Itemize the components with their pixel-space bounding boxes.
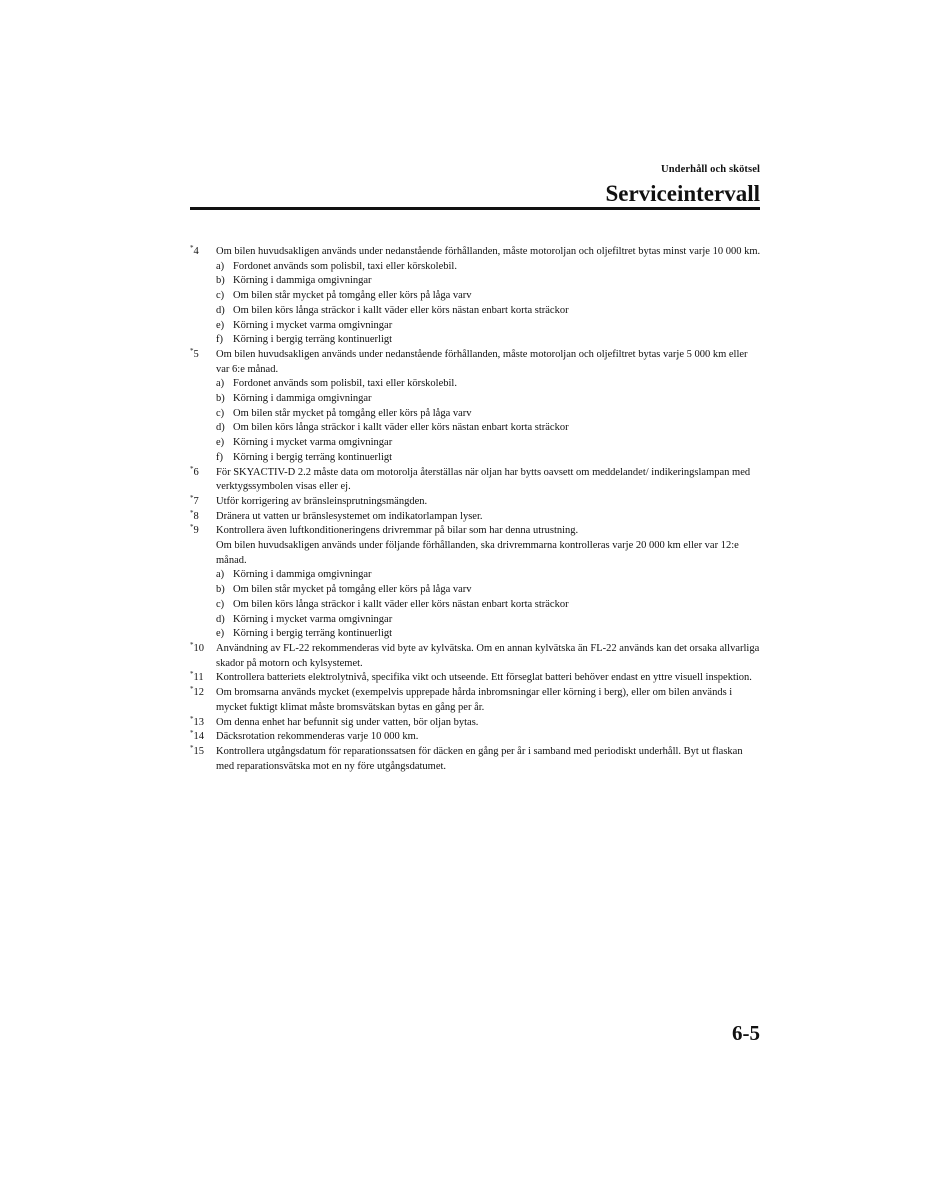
condition-text: Om bilen körs långa sträckor i kallt väder eller körs nästan enbart korta sträckor <box>233 598 569 610</box>
footnote-body <box>216 510 762 525</box>
footnote-number: 12 <box>193 687 204 699</box>
condition-letter: e) <box>216 319 225 331</box>
footnote-body <box>216 686 762 715</box>
footnote-item <box>190 510 762 525</box>
footnote-text: Däcksrotation rekommenderas varje 10 000 km. <box>216 731 419 743</box>
footnote-body <box>216 745 762 774</box>
footnote-body <box>216 348 762 466</box>
footnote-marker: *7 <box>190 493 199 507</box>
condition-item <box>216 274 762 289</box>
footnote-item <box>190 642 762 671</box>
condition-text: Körning i mycket varma omgivningar <box>233 319 393 331</box>
footnote-text: Kontrollera batteriets elektrolytnivå, specifika vikt och utseende. Ett förseglat batteri behöver endast en yttre visuell inspektion. <box>216 672 752 684</box>
condition-item <box>216 407 762 422</box>
footnote-body <box>216 495 762 510</box>
footnote-number: 14 <box>193 731 204 743</box>
footnote-text: För SKYACTIV-D 2.2 måste data om motorolja återställas när oljan har bytts oavsett om meddelandet/ indikeringslampan med verktygssymbolen visas eller ej. <box>216 466 751 493</box>
footnote-item <box>190 466 762 495</box>
footnote-item <box>190 348 762 466</box>
footnote-number: 15 <box>193 745 204 757</box>
condition-text: Körning i bergig terräng kontinuerligt <box>233 628 393 640</box>
header-divider <box>190 207 760 210</box>
condition-letter: e) <box>216 437 225 449</box>
footnote-marker: *11 <box>190 670 204 684</box>
condition-item <box>216 392 762 407</box>
footnote-marker: *9 <box>190 523 199 537</box>
condition-item <box>216 451 762 466</box>
footnote-number: 6 <box>193 466 199 478</box>
condition-letter: c) <box>216 290 225 302</box>
condition-letter: a) <box>216 378 225 390</box>
condition-text: Körning i dammiga omgivningar <box>233 275 372 287</box>
footnote-item <box>190 716 762 731</box>
condition-text: Körning i dammiga omgivningar <box>233 393 372 405</box>
footnote-item <box>190 686 762 715</box>
footnote-marker: *12 <box>190 685 204 699</box>
footnote-body <box>216 716 762 731</box>
footnote-number: 5 <box>193 348 199 360</box>
condition-item <box>216 568 762 583</box>
footnote-number: 8 <box>193 510 199 522</box>
footnote-text: Dränera ut vatten ur bränslesystemet om indikatorlampan lyser. <box>216 510 483 522</box>
condition-letter: d) <box>216 304 225 316</box>
condition-letter: f) <box>216 334 223 346</box>
section-label: Underhåll och skötsel <box>661 164 760 175</box>
condition-letter: a) <box>216 569 225 581</box>
footnote-text: Utför korrigering av bränsleinsprutningsmängden. <box>216 495 428 507</box>
condition-item <box>216 627 762 642</box>
condition-item <box>216 421 762 436</box>
footnote-text: Kontrollera utgångsdatum för reparationssatsen för däcken en gång per år i samband med periodiskt underhåll. Byt ut flaskan med reparationsvätska mot en ny före utgångsdatumet. <box>216 745 743 772</box>
condition-item <box>216 377 762 392</box>
footnote-item <box>190 524 762 642</box>
footnote-item <box>190 730 762 745</box>
condition-text: Om bilen körs långa sträckor i kallt väder eller körs nästan enbart korta sträckor <box>233 422 569 434</box>
condition-item <box>216 613 762 628</box>
footnote-item <box>190 495 762 510</box>
condition-letter: c) <box>216 407 225 419</box>
condition-text: Körning i mycket varma omgivningar <box>233 613 393 625</box>
condition-letter: b) <box>216 275 225 287</box>
footnote-body <box>216 466 762 495</box>
condition-text: Körning i mycket varma omgivningar <box>233 437 393 449</box>
condition-item <box>216 333 762 348</box>
footnote-text: Om bromsarna används mycket (exempelvis upprepade hårda inbromsningar eller körning i berg), eller om bilen används i mycket fuktigt klimat måste bromsvätskan bytas en gång per år. <box>216 687 733 713</box>
condition-text: Om bilen står mycket på tomgång eller körs på låga varv <box>233 290 472 302</box>
footnote-marker: *13 <box>190 714 204 728</box>
footnote-number: 4 <box>193 246 199 257</box>
footnote-body <box>216 245 762 348</box>
page-title: Serviceintervall <box>605 181 760 206</box>
page-number: 6-5 <box>732 1021 760 1045</box>
footnote-text: Om bilen huvudsakligen används under nedanstående förhållanden, måste motoroljan och oljefiltret bytas varje 5 000 km eller var 6:e månad. <box>216 348 748 375</box>
footnote-marker: *8 <box>190 508 199 522</box>
condition-item <box>216 289 762 304</box>
condition-letter: e) <box>216 628 225 640</box>
condition-text: Om bilen står mycket på tomgång eller körs på låga varv <box>233 407 472 419</box>
condition-letter: b) <box>216 393 225 405</box>
condition-item <box>216 260 762 275</box>
footnote-marker: *6 <box>190 464 199 478</box>
footnote-number: 9 <box>193 525 199 537</box>
footnote-marker: *4 <box>190 244 199 257</box>
footnote-text: Om denna enhet har befunnit sig under vatten, bör oljan bytas. <box>216 716 479 728</box>
page-header <box>190 163 760 208</box>
footnote-list <box>190 245 762 774</box>
condition-item <box>216 583 762 598</box>
footnote-text: Kontrollera även luftkonditioneringens drivremmar på bilar som har denna utrustning. <box>216 525 579 537</box>
footnote-body <box>216 671 762 686</box>
footnote-body <box>216 730 762 745</box>
footnote-marker: *10 <box>190 640 204 654</box>
condition-text: Fordonet används som polisbil, taxi eller körskolebil. <box>233 260 457 272</box>
footnote-text: Användning av FL-22 rekommenderas vid byte av kylvätska. Om en annan kylvätska än FL-22 används kan det orsaka allvarliga skador på motorn och kylsystemet. <box>216 642 760 669</box>
footnote-number: 13 <box>193 716 204 728</box>
condition-letter: b) <box>216 584 225 596</box>
condition-letter: f) <box>216 451 223 463</box>
condition-letter: a) <box>216 260 225 272</box>
footnote-body <box>216 524 762 642</box>
condition-item <box>216 436 762 451</box>
footnote-number: 7 <box>193 495 199 507</box>
footnote-body <box>216 642 762 671</box>
footnote-marker: *15 <box>190 743 204 757</box>
condition-item <box>216 319 762 334</box>
footnote-text: Om bilen huvudsakligen används under nedanstående förhållanden, måste motoroljan och oljefiltret bytas minst varje 10 000 km. <box>216 246 761 257</box>
condition-letter: d) <box>216 422 225 434</box>
condition-text: Om bilen står mycket på tomgång eller körs på låga varv <box>233 584 472 596</box>
condition-text: Fordonet används som polisbil, taxi eller körskolebil. <box>233 378 457 390</box>
condition-letter: c) <box>216 598 225 610</box>
footnote-item <box>190 671 762 686</box>
condition-text: Om bilen körs långa sträckor i kallt väder eller körs nästan enbart korta sträckor <box>233 304 569 316</box>
footnote-number: 10 <box>193 642 204 654</box>
condition-text: Körning i dammiga omgivningar <box>233 569 372 581</box>
footnote-text: Om bilen huvudsakligen används under följande förhållanden, ska drivremmarna kontrolleras varje 20 000 km eller var 12:e månad. <box>216 540 739 566</box>
condition-text: Körning i bergig terräng kontinuerligt <box>233 334 393 346</box>
condition-letter: d) <box>216 613 225 625</box>
condition-item <box>216 598 762 613</box>
condition-text: Körning i bergig terräng kontinuerligt <box>233 451 393 463</box>
condition-item <box>216 304 762 319</box>
footnote-number: 11 <box>193 672 204 684</box>
footnote-marker: *14 <box>190 729 204 743</box>
footnote-item <box>190 245 762 348</box>
footnote-marker: *5 <box>190 346 199 360</box>
footnote-item <box>190 745 762 774</box>
